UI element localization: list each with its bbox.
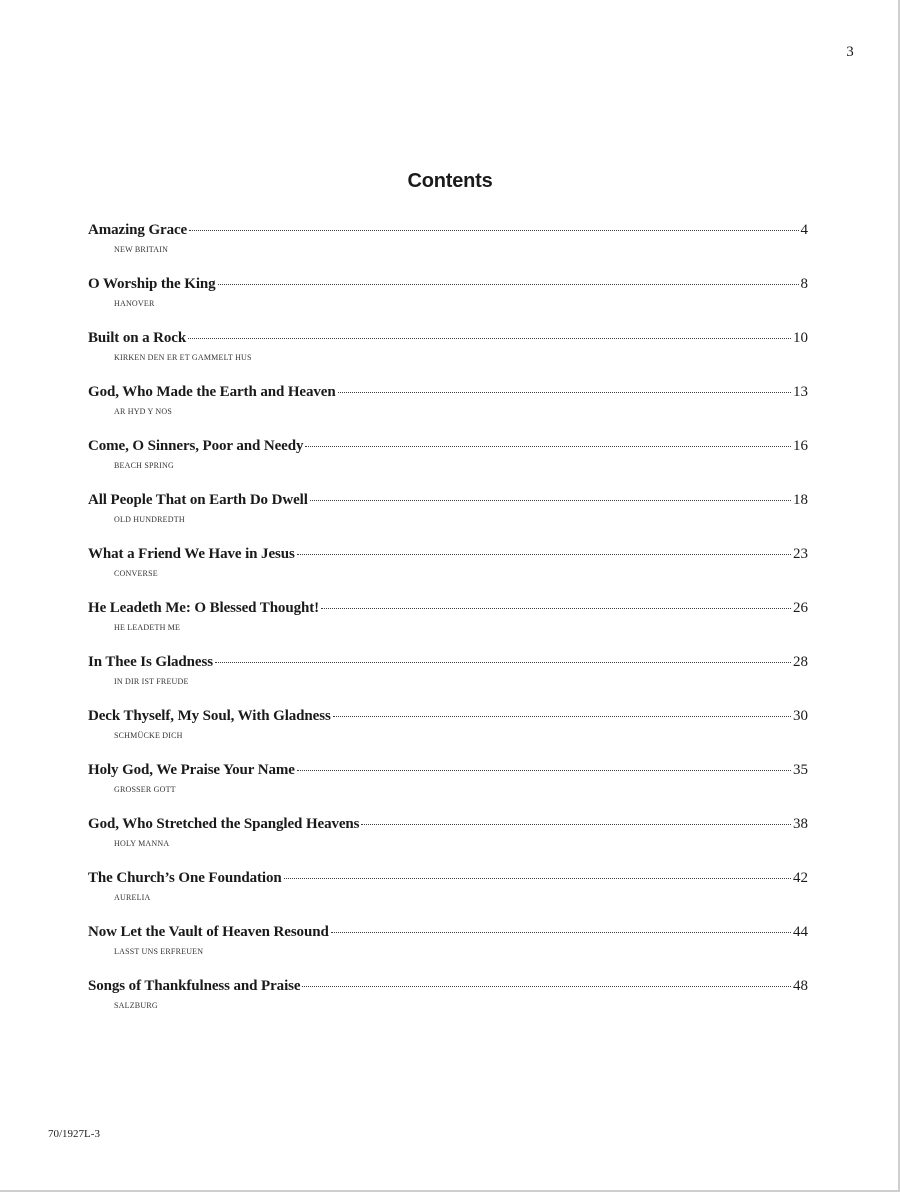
hymn-title: Now Let the Vault of Heaven Resound <box>88 924 329 940</box>
tune-name: HANOVER <box>114 299 155 308</box>
toc-entry[interactable] <box>88 222 808 276</box>
hymn-page-number: 13 <box>793 384 808 400</box>
toc-entry[interactable] <box>88 330 808 384</box>
dot-leader <box>297 554 791 555</box>
hymn-title: Deck Thyself, My Soul, With Gladness <box>88 708 331 724</box>
toc-entry[interactable] <box>88 708 808 762</box>
toc-entry-line <box>88 654 808 674</box>
dot-leader <box>361 824 791 825</box>
tune-name: HE LEADETH ME <box>114 623 181 632</box>
hymn-page-number: 18 <box>793 492 808 508</box>
tune-name: AURELIA <box>114 893 151 902</box>
toc-entry-line <box>88 762 808 782</box>
tune-name: OLD HUNDREDTH <box>114 515 185 524</box>
hymn-title: God, Who Stretched the Spangled Heavens <box>88 816 360 832</box>
hymn-page-number: 26 <box>793 600 808 616</box>
hymn-page-number: 30 <box>793 708 808 724</box>
dot-leader <box>297 770 791 771</box>
dot-leader <box>310 500 791 501</box>
hymn-title: Come, O Sinners, Poor and Needy <box>88 438 304 454</box>
dot-leader <box>338 392 791 393</box>
hymn-page-number: 16 <box>793 438 808 454</box>
toc-entry[interactable] <box>88 978 808 1032</box>
hymn-page-number: 42 <box>793 870 808 886</box>
tune-name: KIRKEN DEN ER ET GAMMELT HUS <box>114 353 252 362</box>
dot-leader <box>218 284 799 285</box>
hymn-title: Songs of Thankfulness and Praise <box>88 978 301 994</box>
hymn-page-number: 23 <box>793 546 808 562</box>
toc-entry[interactable] <box>88 276 808 330</box>
dot-leader <box>333 716 791 717</box>
toc-entry-line <box>88 870 808 890</box>
toc-entry-line <box>88 438 808 458</box>
tune-name: AR HYD Y NOS <box>114 407 173 416</box>
tune-name: NEW BRITAIN <box>114 245 169 254</box>
hymn-page-number: 4 <box>800 222 808 238</box>
page-title: Contents <box>407 170 493 192</box>
toc-entry[interactable] <box>88 924 808 978</box>
tune-name: SCHMÜCKE DICH <box>114 731 183 740</box>
hymn-page-number: 35 <box>793 762 808 778</box>
tune-name: CONVERSE <box>114 569 158 578</box>
toc-entry[interactable] <box>88 870 808 924</box>
toc-entry-line <box>88 600 808 620</box>
toc-entry-line <box>88 924 808 944</box>
toc-entry-line <box>88 978 808 998</box>
tune-name: BEACH SPRING <box>114 461 174 470</box>
toc-entry-line <box>88 816 808 836</box>
dot-leader <box>331 932 791 933</box>
hymn-title: He Leadeth Me: O Blessed Thought! <box>88 600 320 616</box>
hymn-page-number: 48 <box>793 978 808 994</box>
hymn-title: God, Who Made the Earth and Heaven <box>88 384 336 400</box>
toc-entry[interactable] <box>88 546 808 600</box>
toc-entry[interactable] <box>88 600 808 654</box>
catalog-number: 70/1927L-3 <box>48 1128 100 1140</box>
hymn-page-number: 44 <box>793 924 808 940</box>
tune-name: SALZBURG <box>114 1001 158 1010</box>
toc-entry-line <box>88 222 808 242</box>
hymn-page-number: 38 <box>793 816 808 832</box>
hymn-title: All People That on Earth Do Dwell <box>88 492 308 508</box>
toc-entry-line <box>88 708 808 728</box>
tune-name: GROSSER GOTT <box>114 785 176 794</box>
dot-leader <box>305 446 791 447</box>
hymn-page-number: 28 <box>793 654 808 670</box>
toc-entry[interactable] <box>88 762 808 816</box>
tune-name: IN DIR IST FREUDE <box>114 677 189 686</box>
toc-entry-line <box>88 330 808 350</box>
toc-entry[interactable] <box>88 816 808 870</box>
dot-leader <box>215 662 791 663</box>
hymn-title: In Thee Is Gladness <box>88 654 213 670</box>
table-of-contents <box>88 222 808 1032</box>
hymn-title: The Church’s One Foundation <box>88 870 282 886</box>
toc-entry-line <box>88 276 808 296</box>
hymn-title: Built on a Rock <box>88 330 187 346</box>
dot-leader <box>188 338 791 339</box>
toc-entry[interactable] <box>88 384 808 438</box>
hymn-title: What a Friend We Have in Jesus <box>88 546 295 562</box>
toc-entry[interactable] <box>88 438 808 492</box>
hymn-page-number: 8 <box>800 276 808 292</box>
toc-entry[interactable] <box>88 492 808 546</box>
toc-entry-line <box>88 546 808 566</box>
dot-leader <box>189 230 798 231</box>
toc-entry-line <box>88 384 808 404</box>
toc-entry-line <box>88 492 808 512</box>
dot-leader <box>302 986 791 987</box>
hymn-page-number: 10 <box>793 330 808 346</box>
tune-name: LASST UNS ERFREUEN <box>114 947 204 956</box>
hymn-title: O Worship the King <box>88 276 216 292</box>
toc-entry[interactable] <box>88 654 808 708</box>
dot-leader <box>321 608 791 609</box>
dot-leader <box>284 878 791 879</box>
page-number: 3 <box>846 44 854 60</box>
tune-name: HOLY MANNA <box>114 839 170 848</box>
hymn-title: Amazing Grace <box>88 222 188 238</box>
hymn-title: Holy God, We Praise Your Name <box>88 762 295 778</box>
